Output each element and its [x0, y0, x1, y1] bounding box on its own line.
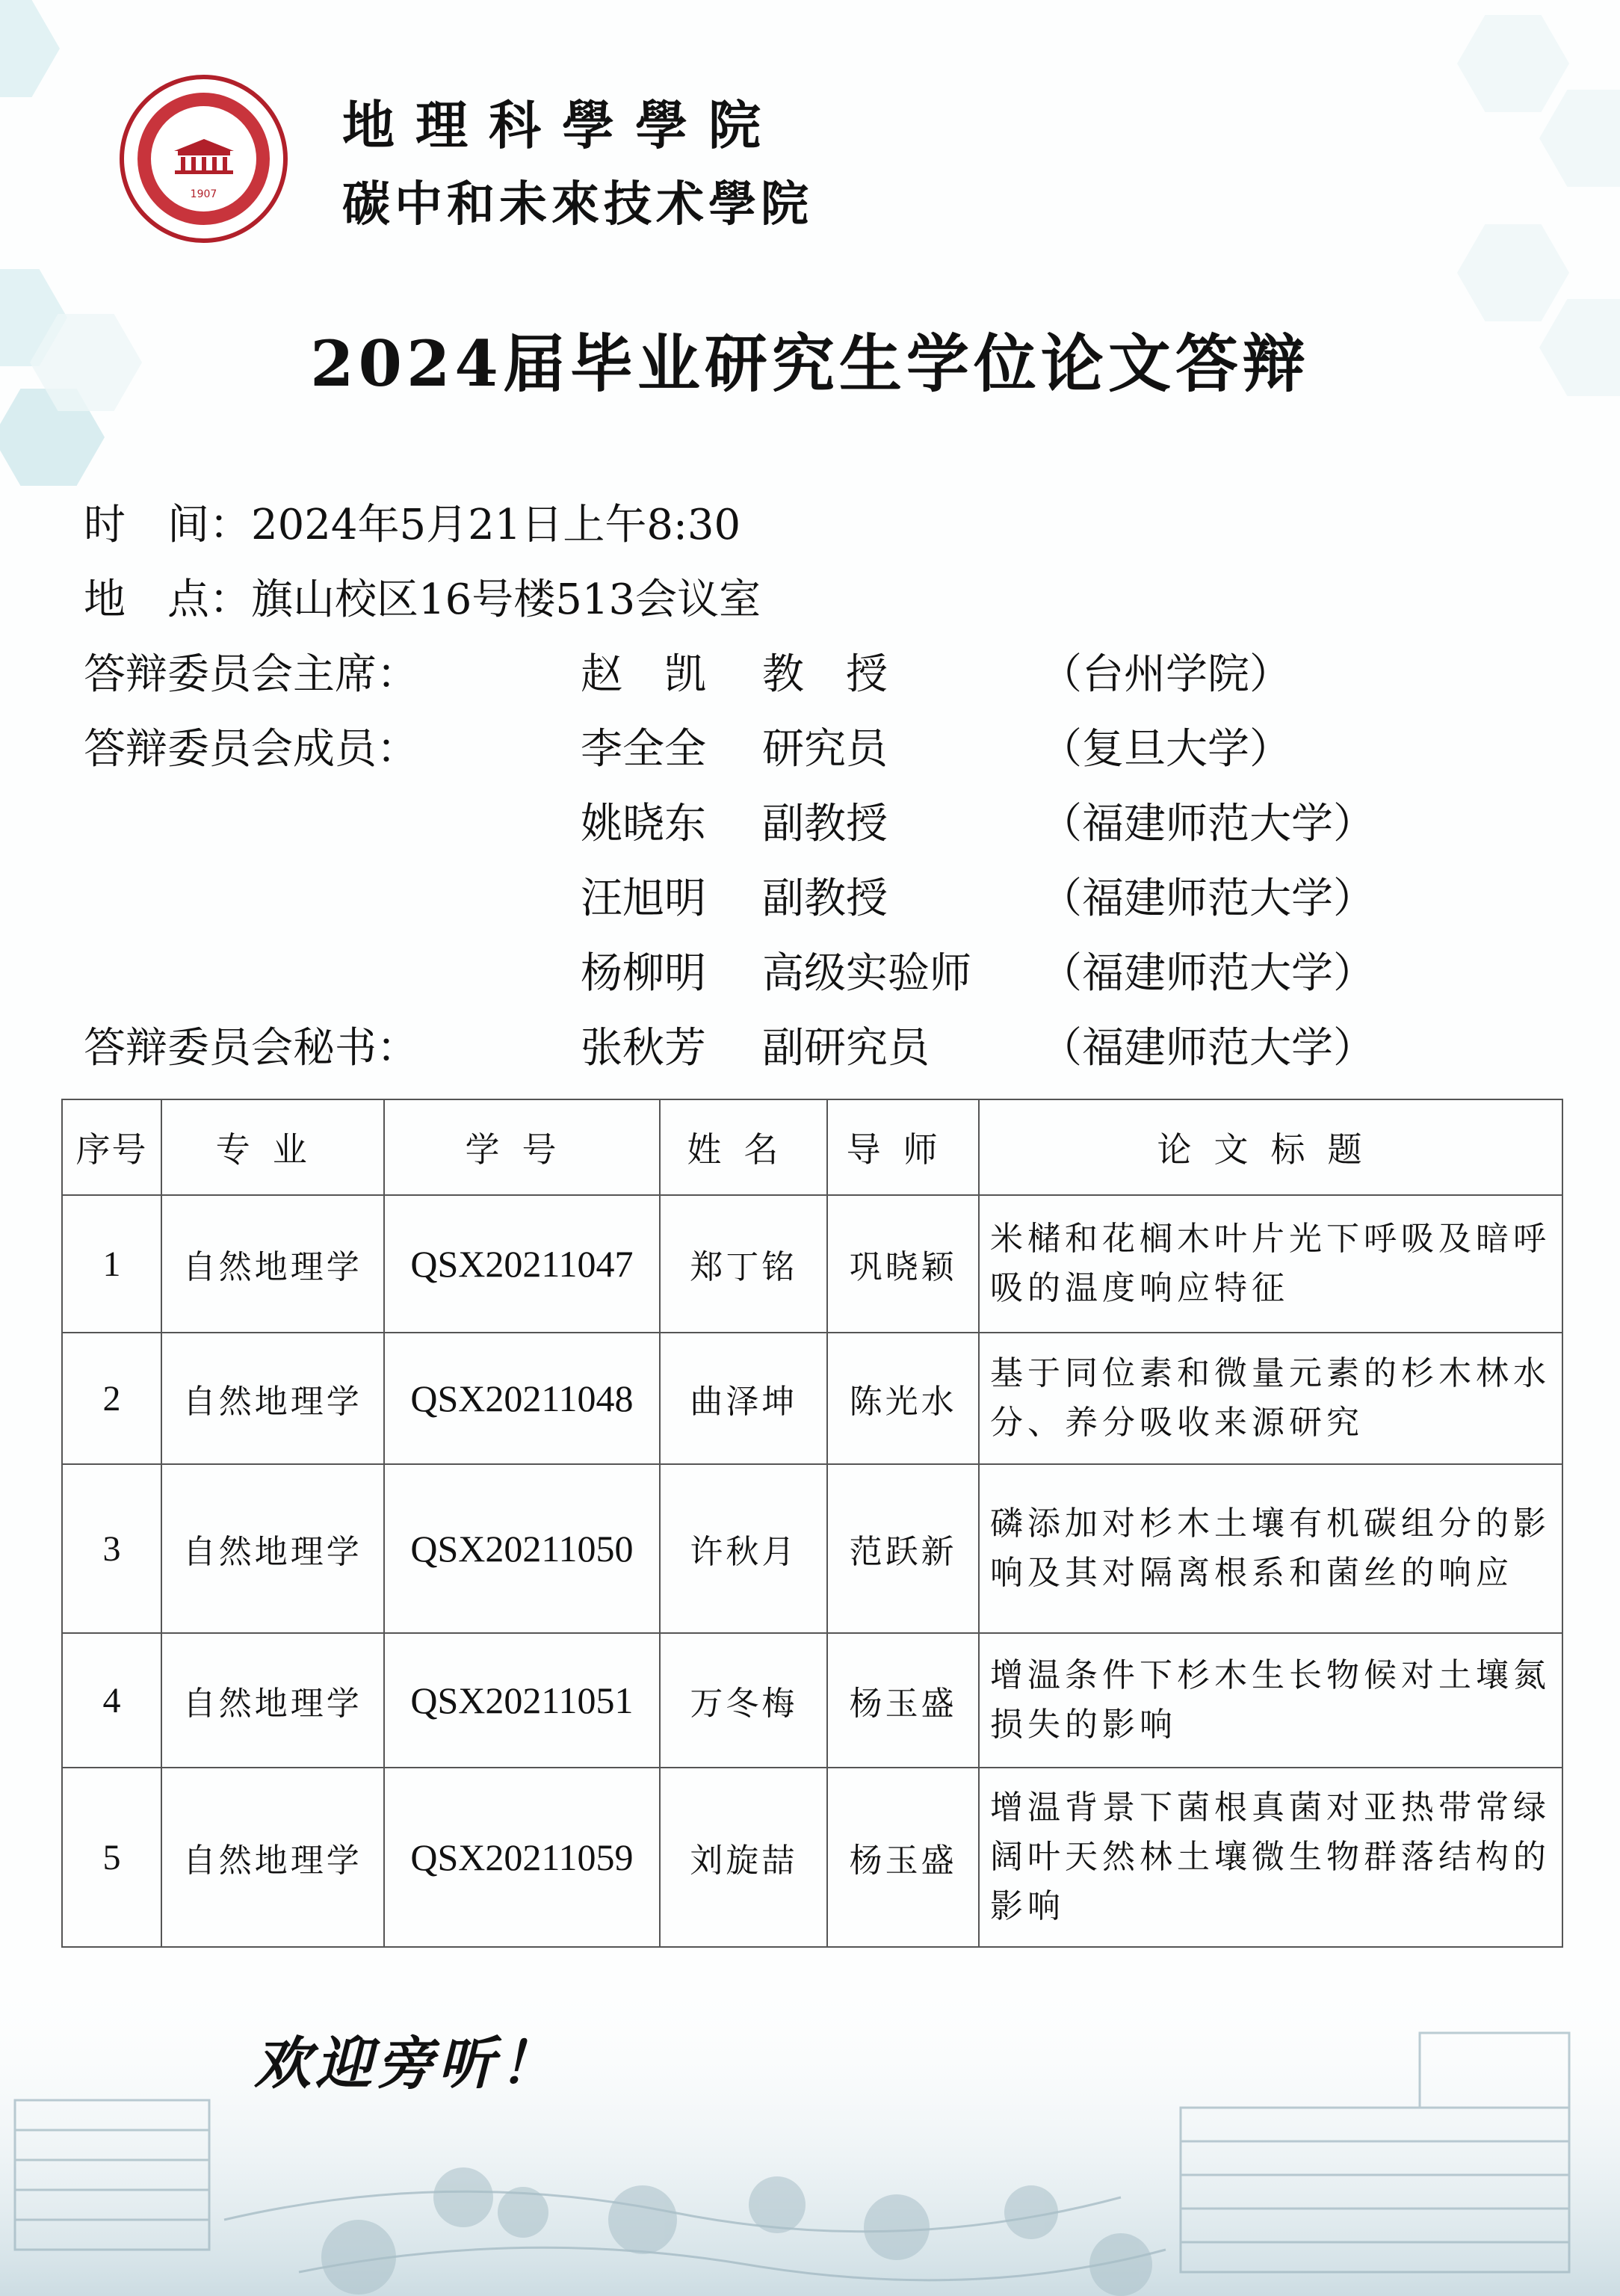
major-cell: 自然地理学 [161, 1633, 384, 1768]
committee-name: 张秋芳 [581, 1024, 706, 1073]
major-cell: 自然地理学 [161, 1195, 384, 1333]
committee-secretary-line [84, 1015, 1578, 1075]
committee-org: （福建师范大学） [1040, 949, 1375, 998]
row-number: 1 [62, 1195, 161, 1333]
student-id-cell: QSX20211051 [384, 1633, 661, 1768]
committee-title: 副教授 [762, 874, 888, 923]
committee-title: 研究员 [762, 725, 888, 774]
column-header: 专业 [161, 1099, 384, 1195]
page-title: 2024届毕业研究生学位论文答辩 [310, 327, 1310, 401]
thesis-title-cell: 基于同位素和微量元素的杉木林水分、养分吸收来源研究 [979, 1333, 1562, 1464]
table-row [62, 1633, 1562, 1768]
column-header: 姓名 [660, 1099, 827, 1195]
student-id-cell: QSX20211050 [384, 1464, 661, 1633]
major-cell: 自然地理学 [161, 1464, 384, 1633]
thesis-title-cell: 磷添加对杉木土壤有机碳组分的影响及其对隔离根系和菌丝的响应 [979, 1464, 1562, 1633]
advisor-cell: 杨玉盛 [827, 1768, 979, 1947]
student-name-cell: 郑丁铭 [660, 1195, 827, 1333]
thesis-title-cell: 米槠和花榈木叶片光下呼吸及暗呼吸的温度响应特征 [979, 1195, 1562, 1333]
student-name-cell: 刘旋喆 [660, 1768, 827, 1947]
place-label: 地 点： [84, 575, 251, 624]
decor-hexagon [1539, 90, 1620, 187]
student-name-cell: 万冬梅 [660, 1633, 827, 1768]
row-number: 4 [62, 1633, 161, 1768]
committee-org: （台州学院） [1040, 650, 1291, 699]
column-header: 学号 [384, 1099, 661, 1195]
advisor-cell: 范跃新 [827, 1464, 979, 1633]
thesis-title-cell: 增温条件下杉木生长物候对土壤氮损失的影响 [979, 1633, 1562, 1768]
student-id-cell: QSX20211048 [384, 1333, 661, 1464]
school-name-2: 碳中和未來技术學院 [342, 176, 813, 232]
decor-hexagon [0, 0, 60, 97]
university-seal-logo [120, 75, 288, 243]
place-value: 旗山校区16号楼513会议室 [251, 575, 761, 624]
column-header: 论文标题 [979, 1099, 1562, 1195]
advisor-cell: 巩晓颖 [827, 1195, 979, 1333]
committee-org: （福建师范大学） [1040, 800, 1375, 848]
column-header: 导师 [827, 1099, 979, 1195]
advisor-cell: 杨玉盛 [827, 1633, 979, 1768]
committee-name: 杨柳明 [581, 949, 706, 998]
school-name-1: 地理科學學院 [342, 94, 782, 156]
committee-name: 姚晓东 [581, 800, 706, 848]
decor-hexagon [1457, 224, 1569, 321]
defense-schedule-table [61, 1099, 1563, 1948]
student-id-cell: QSX20211047 [384, 1195, 661, 1333]
column-header: 序号 [62, 1099, 161, 1195]
decor-hexagon [1457, 15, 1569, 112]
committee-org: （福建师范大学） [1040, 874, 1375, 923]
committee-org: （复旦大学） [1040, 725, 1291, 774]
committee-title: 副教授 [762, 800, 888, 848]
thesis-title-cell: 增温背景下菌根真菌对亚热带常绿阔叶天然林土壤微生物群落结构的影响 [979, 1768, 1562, 1947]
row-number: 3 [62, 1464, 161, 1633]
major-cell: 自然地理学 [161, 1333, 384, 1464]
chair-label: 答辩委员会主席： [84, 650, 418, 699]
row-number: 5 [62, 1768, 161, 1947]
campus-illustration [0, 1973, 1620, 2296]
place-line [84, 567, 761, 626]
committee-name: 李全全 [581, 725, 706, 774]
committee-name: 赵 凯 [581, 650, 706, 699]
committee-title: 副研究员 [762, 1024, 930, 1073]
time-label: 时 间： [84, 501, 251, 549]
time-value: 2024年5月21日上午8:30 [251, 501, 741, 549]
table-row [62, 1768, 1562, 1947]
student-name-cell: 许秋月 [660, 1464, 827, 1633]
committee-member-line [84, 716, 1578, 776]
members-label: 答辩委员会成员： [84, 725, 418, 774]
student-name-cell: 曲泽坤 [660, 1333, 827, 1464]
table-row [62, 1195, 1562, 1333]
committee-chair-line [84, 641, 1578, 701]
major-cell: 自然地理学 [161, 1768, 384, 1947]
advisor-cell: 陈光水 [827, 1333, 979, 1464]
welcome-text: 欢迎旁听！ [254, 2030, 560, 2096]
logo-year: 1907 [190, 188, 217, 200]
secretary-label: 答辩委员会秘书： [84, 1024, 418, 1073]
student-id-cell: QSX20211059 [384, 1768, 661, 1947]
committee-org: （福建师范大学） [1040, 1024, 1375, 1073]
table-header-row [62, 1099, 1562, 1195]
building-icon [170, 138, 238, 175]
committee-title: 教 授 [762, 650, 888, 699]
row-number: 2 [62, 1333, 161, 1464]
time-line [84, 492, 741, 552]
table-row [62, 1333, 1562, 1464]
table-row [62, 1464, 1562, 1633]
committee-title: 高级实验师 [762, 949, 971, 998]
committee-name: 汪旭明 [581, 874, 706, 923]
